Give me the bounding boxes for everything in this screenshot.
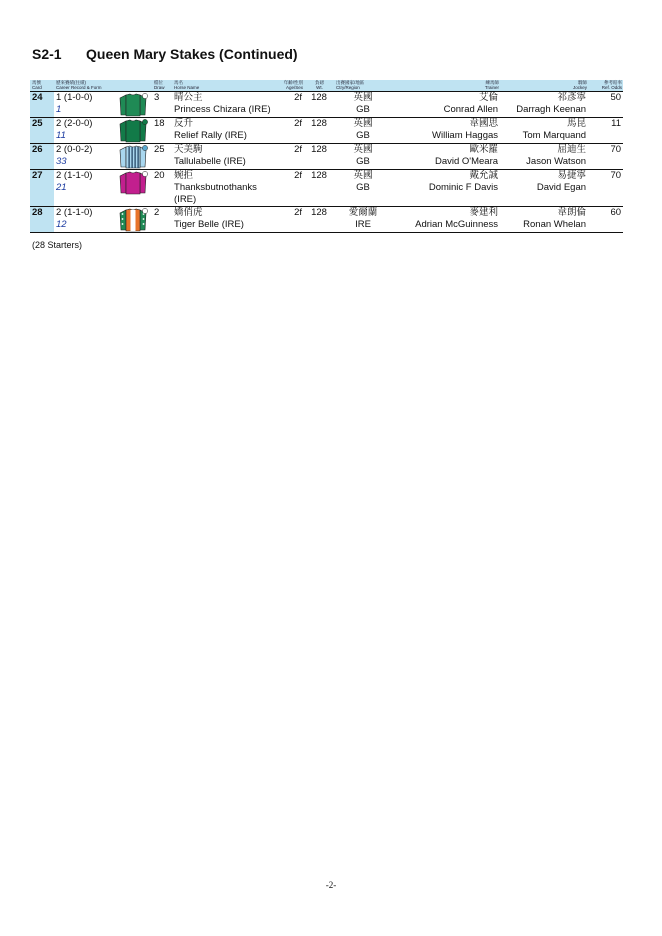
weight: 128 [304,144,334,170]
weight: 128 [304,207,334,233]
country: 英國 GB [334,144,392,170]
col-trainer: 練馬師 Trainer [392,80,500,92]
country: 英國 GB [334,118,392,144]
draw: 25 [152,144,172,170]
table-row [30,118,623,144]
recent-form: 11 [56,130,66,142]
page-number: -2- [325,880,337,890]
career-record: 2 (1-1-0) 21 [54,170,116,207]
trainer: 歐米羅 David O'Meara [392,144,500,170]
col-wt: 負磅 Wt. [304,80,334,92]
silks-cell [116,170,152,207]
jockey-silks-icon [118,171,148,195]
col-ctry: 出賽國家/地區 Ctry/Region [334,80,392,92]
country: 英國 GB [334,170,392,207]
recent-form: 1 [56,104,62,116]
draw: 2 [152,207,172,233]
table-row [30,144,623,170]
race-code: S2-1 [32,46,62,62]
trainer: 韋國思 William Haggas [392,118,500,144]
recent-form: 33 [56,156,67,168]
country: 愛爾蘭 IRE [334,207,392,233]
col-draw: 檔位 Draw [152,80,172,92]
col-career: 歷來賽績(往績) Career Record & Form [54,80,152,92]
silks-cell [116,92,152,118]
recent-form: 21 [56,182,67,194]
trainer: 艾倫 Conrad Allen [392,92,500,118]
jockey-silks-icon [118,93,148,117]
draw: 18 [152,118,172,144]
horse-name: 反升 Relief Rally (IRE) [172,118,280,144]
jockey: 韋朗倫 Ronan Whelan [500,207,588,233]
col-horse: 馬名 Horse Name [172,80,280,92]
runners-body [30,92,623,233]
col-odds: 參考賠率 Ref. Odds [588,80,623,92]
ref-odds: 70 [588,170,623,207]
age-sex: 2f [280,207,304,233]
silks-cell [116,207,152,233]
age-sex: 2f [280,118,304,144]
age-sex: 2f [280,144,304,170]
jockey: 祁彥寧 Darragh Keenan [500,92,588,118]
country: 英國 GB [334,92,392,118]
trainer: 戴允誠 Dominic F Davis [392,170,500,207]
draw: 3 [152,92,172,118]
weight: 128 [304,170,334,207]
career-record: 2 (0-0-2) 33 [54,144,116,170]
jockey-silks-icon [118,208,148,232]
jockey: 屈迪生 Jason Watson [500,144,588,170]
jockey-silks-icon [118,119,148,143]
trainer: 麥建利 Adrian McGuinness [392,207,500,233]
ref-odds: 50 [588,92,623,118]
card-number: 24 [30,92,54,118]
career-record: 1 (1-0-0) 1 [54,92,116,118]
table-row [30,92,623,118]
race-title [32,46,298,62]
table-header-row [30,80,623,92]
ref-odds: 60 [588,207,623,233]
jockey-silks-icon [118,145,148,169]
table-row [30,207,623,233]
career-record: 2 (1-1-0) 12 [54,207,116,233]
age-sex: 2f [280,170,304,207]
ref-odds: 11 [588,118,623,144]
race-name: Queen Mary Stakes (Continued) [86,46,298,62]
starters-count: (28 Starters) [32,240,83,250]
card-number: 26 [30,144,54,170]
recent-form: 12 [56,219,67,231]
silks-cell [116,144,152,170]
card-number: 27 [30,170,54,207]
horse-name: 天美駒 Tallulabelle (IRE) [172,144,280,170]
age-sex: 2f [280,92,304,118]
weight: 128 [304,118,334,144]
card-number: 28 [30,207,54,233]
jockey: 易捷寧 David Egan [500,170,588,207]
jockey: 馬昆 Tom Marquand [500,118,588,144]
weight: 128 [304,92,334,118]
card-number: 25 [30,118,54,144]
runners-table [30,80,623,233]
col-card: 馬號 Card [30,80,54,92]
career-record: 2 (2-0-0) 11 [54,118,116,144]
horse-name: 婉拒 Thanksbutnothanks (IRE) [172,170,280,207]
silks-cell [116,118,152,144]
table-row [30,170,623,207]
horse-name: 嬌俏虎 Tiger Belle (IRE) [172,207,280,233]
col-jockey: 騎師 Jockey [500,80,588,92]
col-agesex: 年齡/性別 Age/Sex [280,80,304,92]
horse-name: 晴公主 Princess Chizara (IRE) [172,92,280,118]
draw: 20 [152,170,172,207]
ref-odds: 70 [588,144,623,170]
